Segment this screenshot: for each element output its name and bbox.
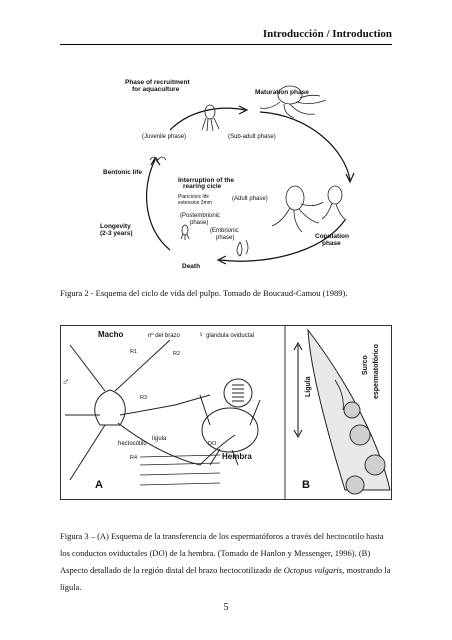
label-surco: Surco	[362, 355, 369, 375]
label-r2: R2	[173, 351, 181, 357]
species-name: Octopus vulgaris	[283, 565, 343, 575]
label-do: DO	[208, 441, 217, 447]
benthic-octopus-icon	[150, 157, 166, 160]
label-embrionic-2: phase)	[216, 235, 235, 241]
label-ligula: Lígula	[305, 376, 312, 397]
label-embrionic: (Embrionic	[210, 228, 239, 234]
label-ligula-small: lígula	[152, 436, 167, 442]
label-juvenile: (Juvenile phase)	[142, 134, 187, 140]
paralarva-icon	[181, 225, 189, 240]
label-panel-b: B	[302, 479, 310, 491]
label-recruitment: Phase of recruitment	[125, 79, 190, 86]
figure3-caption-line2: conductos oviductales (DO) de la hembra. (Tomado de Hanlon y Messenger, 1996). (B) Aspecto	[60, 548, 371, 575]
label-copulation: Copulation	[315, 233, 349, 240]
label-copulation-2: phase	[322, 240, 341, 247]
running-header: Introducción / Introduction	[262, 28, 392, 40]
egg-cluster-icon	[237, 240, 248, 256]
label-macho: Macho	[98, 330, 124, 339]
figure3-caption-line1: Figura 3 – (A) Esquema de la transferencia de los espermatóforos a través del hectocotilo hasta los	[60, 531, 384, 558]
label-panel-a: A	[95, 479, 103, 491]
label-maturation: Maturation phase	[255, 89, 309, 96]
label-death: Death	[182, 263, 201, 270]
label-r4: R4	[130, 455, 138, 461]
label-interruption-2: rearing cicle	[183, 183, 222, 190]
female-symbol-icon: ♀	[198, 330, 204, 339]
label-glandula: glandula oviductal	[206, 333, 255, 339]
label-adult: (Adult phase)	[232, 196, 268, 202]
male-symbol-icon: ♂	[62, 377, 70, 388]
label-r1: R1	[130, 349, 138, 355]
octopus-adult-icon	[272, 186, 346, 232]
page-number: 5	[223, 602, 229, 613]
label-hembra: Hembra	[222, 452, 252, 461]
label-bentonic: Bentonic life	[103, 169, 143, 176]
header-rule	[60, 44, 392, 45]
label-subadult: (Sub-adult phase)	[228, 134, 276, 140]
label-longevity-2: (2-3 years)	[100, 230, 133, 237]
figure2-caption: Figura 2 - Esquema del ciclo de vida del pulpo. Tomado de Boucaud-Camou (1989).	[60, 288, 348, 298]
label-postembrionic-2: phase)	[190, 220, 209, 226]
label-hectocotilo: hectocótilo	[118, 441, 147, 447]
label-planktonic: Planctonic life	[178, 194, 209, 200]
figure3-caption-line3-post: , mostrando la lígula.	[60, 565, 391, 592]
label-interruption: Interruption of the	[178, 177, 234, 184]
hectocotylus-figure	[60, 325, 392, 500]
life-cycle-figure	[100, 70, 380, 270]
figure3-caption-line3-pre: detallado de la región distal del brazo hectocotilizado de	[89, 565, 284, 575]
label-espermatoforico: espermatofórico	[373, 344, 380, 399]
label-recruitment-2: for aquaculture	[132, 86, 180, 93]
label-longevity: Longevity	[100, 223, 131, 230]
figure3-caption	[60, 528, 395, 596]
label-postembrionic: (Postembrionic	[180, 213, 221, 219]
label-arm-no: nº del brazo	[148, 333, 180, 339]
label-r3: R3	[140, 395, 148, 401]
label-planktonic-2: extension 3mm	[178, 200, 212, 206]
